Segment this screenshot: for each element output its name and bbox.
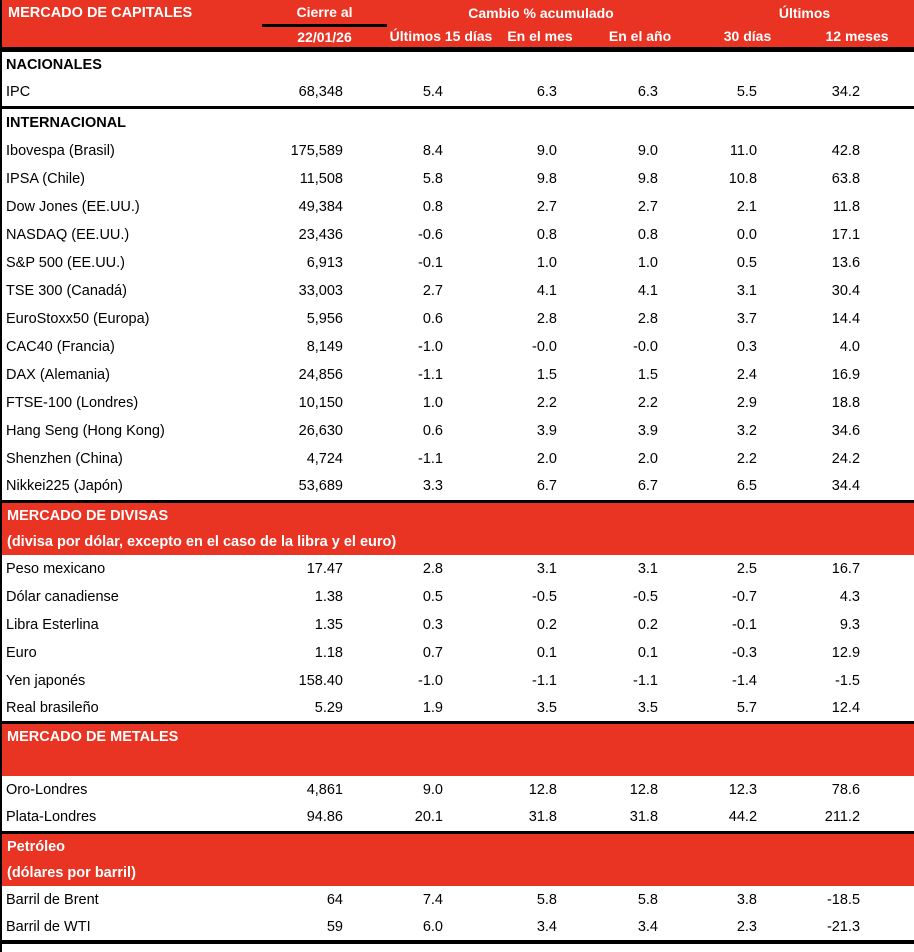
band-title: MERCADO DE METALES — [7, 729, 179, 745]
cell-value: 2.2 — [536, 395, 557, 411]
cell-value: 3.8 — [736, 891, 758, 908]
header-15-dias: Últimos 15 días — [387, 25, 495, 49]
table-row — [2, 249, 914, 277]
cell-value: -0.1 — [732, 616, 758, 633]
cell-value: -0.0 — [633, 339, 659, 355]
cell-value: 3.9 — [637, 423, 659, 439]
cell-value: 16.7 — [831, 560, 861, 577]
cell-value: 9.0 — [637, 143, 659, 159]
table-title: MERCADO DE CAPITALES — [2, 0, 262, 25]
cell-value: 11.0 — [729, 143, 758, 159]
cell-value: 4.1 — [637, 283, 659, 299]
cell-value: 17.1 — [831, 227, 861, 243]
cell-value: 63.8 — [831, 171, 861, 187]
cell-value: -1.1 — [418, 367, 443, 383]
cell-value: 3.1 — [637, 560, 659, 577]
cell-value: 3.7 — [736, 311, 758, 327]
cell-value: 9.3 — [839, 616, 861, 633]
cell-value: 4,724 — [306, 451, 343, 467]
header-date: 22/01/26 — [262, 25, 387, 49]
row-label: Dólar canadiense — [6, 588, 119, 605]
cell-value: -0.0 — [532, 339, 557, 355]
cell-value: 0.5 — [736, 255, 758, 271]
section-label: INTERNACIONAL — [6, 114, 127, 131]
cell-value: 0.6 — [422, 311, 443, 327]
cell-value: 94.86 — [306, 809, 343, 826]
header-cierre-al: Cierre al — [262, 0, 387, 25]
table-row — [2, 583, 914, 611]
cell-value: 0.8 — [637, 227, 659, 243]
row-label: Nikkei225 (Japón) — [6, 478, 123, 495]
band-title: Petróleo — [7, 838, 66, 855]
cell-value: 2.3 — [736, 918, 758, 935]
cell-value: 211.2 — [824, 809, 861, 826]
cell-value: 68,348 — [262, 79, 387, 107]
section-header-row — [2, 49, 914, 79]
table-row — [2, 804, 914, 832]
section-label: NACIONALES — [6, 57, 102, 74]
cell-value: 4,861 — [306, 782, 343, 798]
cell-value: 23,436 — [298, 227, 343, 243]
cell-value: 31.8 — [528, 809, 557, 826]
cell-value: 2.4 — [736, 367, 758, 383]
cell-value: 16.9 — [831, 367, 861, 383]
cell-value: -1.1 — [418, 451, 443, 467]
cell-value: 0.5 — [422, 588, 443, 605]
cell-value: -1.5 — [835, 672, 861, 689]
cell-value: 64 — [326, 891, 343, 908]
cell-value: 12.8 — [629, 782, 659, 798]
row-label: Real brasileño — [6, 699, 99, 716]
cell-value: 2.7 — [637, 199, 659, 215]
cell-value: 3.4 — [637, 918, 659, 935]
cell-value: 5.4 — [387, 79, 495, 107]
cell-value: 5.8 — [637, 891, 659, 908]
cell-value: -1.4 — [732, 672, 758, 689]
table-row — [2, 695, 914, 723]
cell-value: 9.0 — [422, 782, 443, 798]
band-title: MERCADO DE DIVISAS — [7, 507, 169, 524]
row-label: Yen japonés — [6, 672, 86, 689]
cell-value: 6,913 — [306, 255, 343, 271]
cell-value: -18.5 — [826, 891, 861, 908]
cell-value: 8.4 — [422, 143, 443, 159]
cell-value: 34.6 — [831, 423, 861, 439]
table-row — [2, 445, 914, 473]
row-label: Barril de WTI — [6, 918, 91, 935]
cell-value: 3.9 — [536, 423, 557, 439]
cell-value: 3.1 — [536, 560, 557, 577]
cell-value: -1.0 — [418, 672, 443, 689]
cell-value: 12.4 — [831, 699, 861, 716]
cell-value: 5.5 — [695, 79, 800, 107]
cell-value: 2.9 — [736, 395, 758, 411]
market-data-table — [2, 0, 914, 944]
header-12-meses: 12 meses — [800, 25, 914, 49]
cell-value: 42.8 — [831, 143, 861, 159]
cell-value: 24.2 — [831, 451, 861, 467]
row-label: FTSE-100 (Londres) — [6, 395, 139, 411]
row-label: S&P 500 (EE.UU.) — [6, 255, 126, 271]
cell-value: 12.3 — [728, 782, 758, 798]
cell-value: -1.1 — [532, 672, 557, 689]
cell-value: 13.6 — [831, 255, 861, 271]
section-band-row — [2, 832, 914, 886]
cell-value: 0.1 — [536, 644, 557, 661]
cell-value: 30.4 — [831, 283, 861, 299]
table-row — [2, 193, 914, 221]
table-header — [2, 0, 914, 49]
cell-value: 12.8 — [528, 782, 557, 798]
cell-value: -0.6 — [418, 227, 443, 243]
cell-value: 12.9 — [831, 644, 861, 661]
cell-value: 9.0 — [536, 143, 557, 159]
cell-value: 0.3 — [422, 616, 443, 633]
cell-value: 9.8 — [536, 171, 557, 187]
cell-value: 0.6 — [422, 423, 443, 439]
cell-value: -0.1 — [418, 255, 443, 271]
table-row — [2, 165, 914, 193]
cell-value: 2.0 — [536, 451, 557, 467]
header-empty — [2, 25, 262, 49]
cell-value: 2.5 — [736, 560, 758, 577]
table-body — [2, 49, 914, 942]
section-band-row — [2, 501, 914, 555]
table-row — [2, 221, 914, 249]
cell-value: 6.5 — [736, 478, 758, 495]
cell-value: 2.8 — [536, 311, 557, 327]
band-subtitle — [2, 750, 914, 776]
table-row — [2, 361, 914, 389]
table-row — [2, 611, 914, 639]
cell-value: 11.8 — [832, 199, 861, 215]
header-30-dias: 30 días — [695, 25, 800, 49]
cell-value: 6.7 — [536, 478, 557, 495]
cell-value: 6.3 — [495, 79, 585, 107]
table-row — [2, 555, 914, 583]
row-label: Euro — [6, 644, 37, 661]
cell-value: 2.7 — [536, 199, 557, 215]
row-label: Libra Esterlina — [6, 616, 99, 633]
cell-value: -0.5 — [532, 588, 557, 605]
row-label: EuroStoxx50 (Europa) — [6, 311, 150, 327]
cell-value: 1.9 — [422, 699, 443, 716]
table-row — [2, 473, 914, 501]
row-label: Barril de Brent — [6, 891, 99, 908]
cell-value: -0.7 — [732, 588, 758, 605]
table-row — [2, 886, 914, 914]
row-label: IPC — [2, 79, 262, 107]
cell-value: 0.7 — [422, 644, 443, 661]
row-label: Dow Jones (EE.UU.) — [6, 199, 140, 215]
cell-value: 3.4 — [536, 918, 557, 935]
cell-value: 0.8 — [422, 199, 443, 215]
cell-value: 78.6 — [831, 782, 861, 798]
cell-value: 175,589 — [290, 143, 343, 159]
cell-value: 20.1 — [414, 809, 443, 826]
cell-value: -1.1 — [633, 672, 659, 689]
row-label: Peso mexicano — [6, 560, 106, 577]
cell-value: 14.4 — [831, 311, 861, 327]
cell-value: 31.8 — [629, 809, 659, 826]
section-band-row — [2, 723, 914, 777]
cell-value: 1.0 — [637, 255, 659, 271]
cell-value: 53,689 — [298, 478, 343, 495]
table-row — [2, 333, 914, 361]
cell-value: 5.8 — [536, 891, 557, 908]
table-row — [2, 277, 914, 305]
header-en-el-mes: En el mes — [495, 25, 585, 49]
cell-value: 1.0 — [422, 395, 443, 411]
cell-value: 3.2 — [736, 423, 758, 439]
section-band — [2, 723, 914, 777]
cell-value: 5,956 — [306, 311, 343, 327]
table-row — [2, 417, 914, 445]
cell-value: 0.1 — [637, 644, 659, 661]
cell-value: 0.0 — [736, 227, 758, 243]
cell-value: 2.0 — [637, 451, 659, 467]
cell-value: 34.2 — [800, 79, 914, 107]
cell-value: 10.8 — [728, 171, 758, 187]
section-header-row — [2, 107, 914, 137]
cell-value: 0.2 — [637, 616, 659, 633]
row-label: Hang Seng (Hong Kong) — [6, 423, 165, 439]
cell-value: -21.3 — [826, 918, 861, 935]
cell-value: 5.29 — [314, 699, 343, 716]
cell-value: 8,149 — [306, 339, 343, 355]
cell-value: 3.3 — [422, 478, 443, 495]
cell-value: 6.0 — [422, 918, 443, 935]
cell-value: 4.0 — [839, 339, 861, 355]
cell-value: 10,150 — [298, 395, 343, 411]
cell-value: 6.3 — [585, 79, 695, 107]
header-columns-row — [2, 25, 914, 49]
row-label: TSE 300 (Canadá) — [6, 283, 127, 299]
cell-value: 1.38 — [314, 588, 343, 605]
row-label: IPSA (Chile) — [6, 171, 85, 187]
cell-value: 0.2 — [536, 616, 557, 633]
section-band — [2, 832, 914, 886]
row-label: CAC40 (Francia) — [6, 339, 115, 355]
cell-value: 59 — [326, 918, 343, 935]
cell-value: 4.1 — [536, 283, 557, 299]
row-label: Shenzhen (China) — [6, 451, 123, 467]
cell-value: 44.2 — [728, 809, 758, 826]
band-subtitle: (divisa por dólar, excepto en el caso de la libra y el euro) — [7, 533, 397, 550]
cell-value: 1.35 — [314, 616, 343, 633]
cell-value: 7.4 — [422, 891, 443, 908]
cell-value: 26,630 — [298, 423, 343, 439]
header-ultimos: Últimos — [695, 0, 914, 25]
table-row — [2, 667, 914, 695]
row-label: Plata-Londres — [6, 809, 97, 826]
section-band — [2, 501, 914, 555]
cell-value: 17.47 — [306, 560, 343, 577]
row-label: DAX (Alemania) — [6, 367, 110, 383]
cell-value: 2.7 — [422, 283, 443, 299]
table-row — [2, 639, 914, 667]
cell-value: 3.1 — [736, 283, 758, 299]
cell-value: 24,856 — [298, 367, 343, 383]
cell-value: 18.8 — [831, 395, 861, 411]
cell-value: 2.1 — [736, 199, 758, 215]
cell-value: 1.18 — [314, 644, 343, 661]
cell-value: 158.40 — [298, 672, 343, 689]
cell-value: -0.3 — [732, 644, 758, 661]
row-label: Oro-Londres — [6, 782, 88, 798]
cell-value: 9.8 — [637, 171, 659, 187]
cell-value: -0.5 — [633, 588, 659, 605]
cell-value: 2.2 — [736, 451, 758, 467]
cell-value: 3.5 — [637, 699, 659, 716]
cell-value: 34.4 — [831, 478, 861, 495]
cell-value: 2.2 — [637, 395, 659, 411]
row-label: Ibovespa (Brasil) — [6, 143, 115, 159]
table-row — [2, 305, 914, 333]
table-row — [2, 776, 914, 804]
header-en-el-ano: En el año — [585, 25, 695, 49]
cell-value: 5.7 — [736, 699, 758, 716]
band-subtitle: (dólares por barril) — [7, 864, 136, 881]
cell-value: 2.8 — [637, 311, 659, 327]
cell-value: 2.8 — [422, 560, 443, 577]
cell-value: -1.0 — [418, 339, 443, 355]
cell-value: 49,384 — [298, 199, 343, 215]
header-cambio-acumulado: Cambio % acumulado — [387, 0, 695, 25]
cell-value: 0.3 — [736, 339, 758, 355]
cell-value: 0.8 — [536, 227, 557, 243]
cell-value: 3.5 — [536, 699, 557, 716]
table-row — [2, 914, 914, 942]
cell-value: 11,508 — [299, 171, 343, 187]
table-row — [2, 79, 914, 107]
cell-value: 1.0 — [536, 255, 557, 271]
cell-value: 1.5 — [536, 367, 557, 383]
cell-value: 33,003 — [298, 283, 343, 299]
cell-value: 6.7 — [637, 478, 659, 495]
table-row — [2, 389, 914, 417]
row-label: NASDAQ (EE.UU.) — [6, 227, 130, 243]
header-group-row — [2, 0, 914, 25]
table-row — [2, 137, 914, 165]
cell-value: 5.8 — [422, 171, 443, 187]
cell-value: 1.5 — [637, 367, 659, 383]
cell-value: 4.3 — [839, 588, 861, 605]
